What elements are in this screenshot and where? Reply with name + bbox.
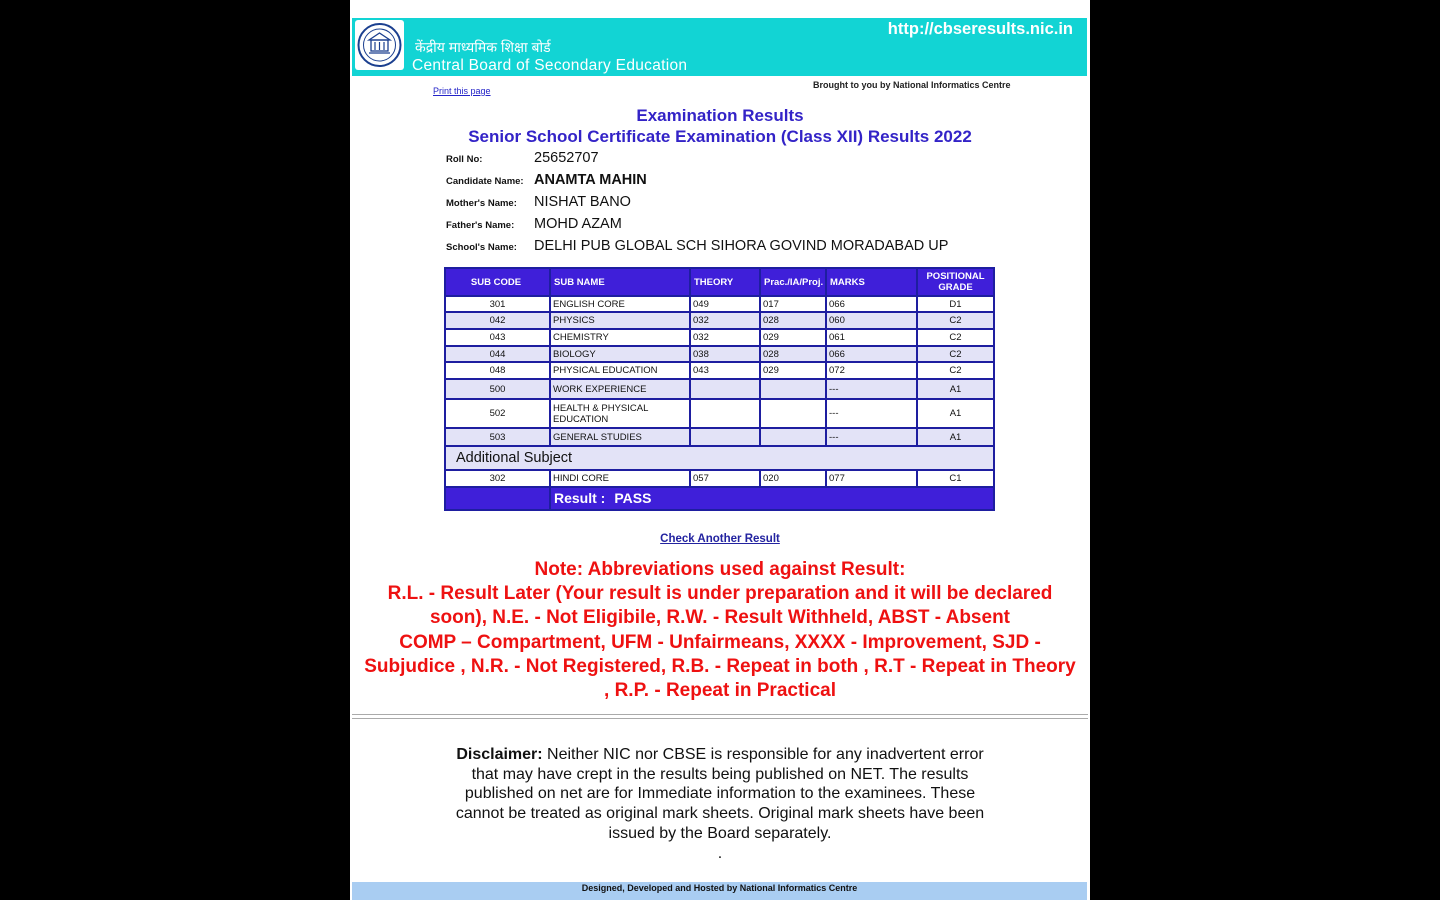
mother-name-value: NISHAT BANO [534, 194, 631, 210]
header-theory: THEORY [691, 269, 759, 295]
additional-subject-label: Additional Subject [446, 447, 993, 469]
table-cell-code: 044 [446, 347, 549, 361]
table-cell-grade: A1 [918, 429, 993, 445]
disclaimer-label: Disclaimer: [456, 746, 543, 763]
board-name-hindi: केंद्रीय माध्यमिक शिक्षा बोर्ड [415, 39, 551, 55]
exam-title: Senior School Certificate Examination (Class XII) Results 2022 [468, 127, 972, 146]
table-cell-theory: 049 [691, 297, 759, 311]
table-cell-prac [761, 400, 825, 427]
disclaimer-line: that may have crept in the results being published on NET. The results [471, 765, 969, 783]
table-cell-theory [691, 400, 759, 427]
table-cell-code: 048 [446, 363, 549, 378]
disclaimer-trailing: . [717, 844, 723, 862]
table-cell-marks: 061 [827, 330, 916, 345]
note-line: R.L. - Result Later (Your result is under preparation and it will be declared [387, 583, 1053, 605]
roll-no-label: Roll No: [446, 154, 483, 165]
disclaimer-line: cannot be treated as original mark sheets. Original mark sheets have been [455, 805, 985, 823]
header-banner [352, 18, 1087, 76]
print-page-link[interactable]: Print this page [433, 86, 491, 96]
disclaimer-line: issued by the Board separately. [608, 824, 832, 842]
table-cell-code: 042 [446, 313, 549, 328]
table-cell-theory [691, 380, 759, 398]
table-cell-grade: D1 [918, 297, 993, 311]
table-cell-prac: 029 [761, 330, 825, 345]
table-cell-grade: C2 [918, 347, 993, 361]
candidate-name-value: ANAMTA MAHIN [534, 172, 647, 188]
table-cell-marks: 077 [827, 471, 916, 486]
brought-by-text: Brought to you by National Informatics Centre [813, 80, 1011, 90]
table-cell-theory [691, 429, 759, 445]
board-name-english: Central Board of Secondary Education [412, 57, 688, 74]
table-cell-grade: C2 [918, 330, 993, 345]
table-cell-marks: --- [827, 380, 916, 398]
note-line: COMP – Compartment, UFM - Unfairmeans, XXXX - Improvement, SJD - [399, 631, 1041, 653]
page-title: Examination Results [636, 106, 804, 125]
table-cell-marks: 066 [827, 297, 916, 311]
check-another-result-link[interactable]: Check Another Result [660, 533, 780, 545]
table-cell-name: BIOLOGY [551, 347, 689, 361]
result-label: Result : [554, 490, 606, 506]
header-prac: Prac./IA/Proj. [761, 269, 825, 295]
table-cell-code: 302 [446, 471, 549, 486]
table-cell-theory: 032 [691, 330, 759, 345]
table-cell-name: PHYSICAL EDUCATION [551, 363, 689, 378]
abbreviations-note [350, 558, 1090, 703]
result-bar [551, 488, 993, 509]
table-cell-marks: --- [827, 400, 916, 427]
table-cell-marks: 060 [827, 313, 916, 328]
school-name-value: DELHI PUB GLOBAL SCH SIHORA GOVIND MORADABAD UP [534, 238, 949, 254]
header-sub-code: SUB CODE [446, 269, 549, 295]
table-cell-grade: C2 [918, 363, 993, 378]
table-cell-code: 502 [446, 400, 549, 427]
header-sub-name: SUB NAME [551, 269, 689, 295]
table-cell-marks: 072 [827, 363, 916, 378]
table-cell-prac: 020 [761, 471, 825, 486]
note-line: , R.P. - Repeat in Practical [604, 680, 836, 702]
table-cell-prac [761, 380, 825, 398]
table-cell-theory: 057 [691, 471, 759, 486]
disclaimer [440, 745, 1000, 863]
table-cell-grade: C2 [918, 313, 993, 328]
school-name-label: School's Name: [446, 242, 517, 253]
divider [352, 714, 1088, 715]
disclaimer-line: published on net are for Immediate information to the examinees. These [464, 785, 976, 803]
table-cell-name: ENGLISH CORE [551, 297, 689, 311]
note-line: soon), N.E. - Not Eligibile, R.W. - Result Withheld, ABST - Absent [429, 607, 1011, 629]
table-cell-grade: C1 [918, 471, 993, 486]
father-name-value: MOHD AZAM [534, 216, 622, 232]
table-cell-code: 500 [446, 380, 549, 398]
father-name-label: Father's Name: [446, 220, 515, 231]
divider [352, 718, 1088, 719]
table-cell-grade: A1 [918, 380, 993, 398]
header-marks: MARKS [827, 269, 916, 295]
table-cell-marks: --- [827, 429, 916, 445]
site-url-link[interactable]: http://cbseresults.nic.in [887, 20, 1073, 38]
result-bar-left [446, 488, 549, 509]
marks-table [444, 267, 995, 511]
mother-name-label: Mother's Name: [446, 198, 517, 209]
result-value: PASS [614, 490, 652, 506]
note-line: Note: Abbreviations used against Result: [534, 559, 906, 580]
table-cell-name: GENERAL STUDIES [551, 429, 689, 445]
table-cell-prac [761, 429, 825, 445]
table-cell-name: HINDI CORE [551, 471, 689, 486]
results-page [350, 0, 1090, 900]
roll-no-value: 25652707 [534, 150, 599, 166]
table-cell-code: 301 [446, 297, 549, 311]
table-cell-theory: 038 [691, 347, 759, 361]
table-cell-prac: 028 [761, 347, 825, 361]
table-cell-name: WORK EXPERIENCE [551, 380, 689, 398]
cbse-logo [355, 20, 404, 70]
table-cell-prac: 028 [761, 313, 825, 328]
table-cell-prac: 017 [761, 297, 825, 311]
table-cell-name: PHYSICS [551, 313, 689, 328]
footer-bar: Designed, Developed and Hosted by National Informatics Centre [352, 882, 1087, 900]
table-cell-name: HEALTH & PHYSICAL EDUCATION [551, 400, 689, 427]
table-cell-name: CHEMISTRY [551, 330, 689, 345]
disclaimer-line: Neither NIC nor CBSE is responsible for any inadvertent error [542, 746, 984, 763]
table-cell-code: 043 [446, 330, 549, 345]
table-cell-theory: 032 [691, 313, 759, 328]
header-grade: POSITIONAL GRADE [918, 269, 993, 295]
candidate-name-label: Candidate Name: [446, 176, 524, 187]
table-cell-code: 503 [446, 429, 549, 445]
table-cell-grade: A1 [918, 400, 993, 427]
table-cell-prac: 029 [761, 363, 825, 378]
table-cell-marks: 066 [827, 347, 916, 361]
table-cell-theory: 043 [691, 363, 759, 378]
note-line: Subjudice , N.R. - Not Registered, R.B. - Repeat in both , R.T - Repeat in Theory [364, 655, 1076, 677]
